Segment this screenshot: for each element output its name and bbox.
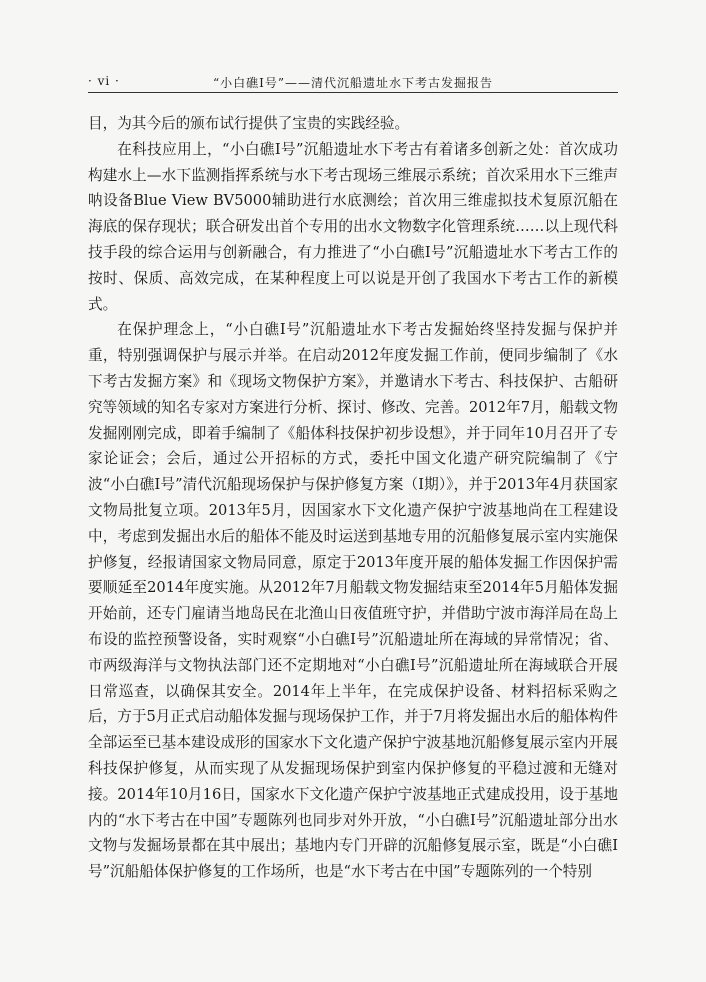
paragraph-continuation: 目，为其今后的颁布试行提供了宝贵的实践经验。 — [88, 115, 410, 132]
page-number: · vi · — [88, 74, 120, 88]
body-text — [88, 111, 618, 885]
page-header — [88, 70, 618, 93]
running-title: “小白礁Ⅰ号”——清代沉船遗址水下考古发掘报告 — [212, 76, 493, 90]
paragraph-technology: 在科技应用上，“小白礁Ⅰ号”沉船遗址水下考古有着诸多创新之处：首次成功构建水上—水下监测指挥系统与水下考古现场三维展示系统；首次采用水下三维声呐设备Blue View BV5000辅助进行水底测绘；首次用三维虚拟技术复原沉船在海底的保存现状；联合研发出首个专用的出水文物数字化管理系统……以上现代科技手段的综合运用与创新融合，有力推进了“小白礁Ⅰ号”沉船遗址水下考古工作的按时、保质、高效完成，在某种程度上可以说是开创了我国水下考古工作的新模式。 — [88, 140, 618, 313]
paragraph-protection: 在保护理念上，“小白礁Ⅰ号”沉船遗址水下考古发掘始终坚持发掘与保护并重，特别强调保护与展示并举。在启动2012年度发掘工作前，便同步编制了《水下考古发掘方案》和《现场文物保护方案》，并邀请水下考古、科技保护、古船研究等领域的知名专家对方案进行分析、探讨、修改、完善。2012年7月，船载文物发掘刚刚完成，即着手编制了《船体科技保护初步设想》，并于同年10月召开了专家论证会；会后，通过公开招标的方式，委托中国文化遗产研究院编制了《宁波“小白礁Ⅰ号”清代沉船现场保护与保护修复方案（Ⅰ期）》，并于2013年4月获国家文物局批复立项。2013年5月，因国家水下文化遗产保护宁波基地尚在工程建设中，考虑到发掘出水后的船体不能及时运送到基地专用的沉船修复展示室内实施保护修复，经报请国家文物局同意，原定于2013年度开展的船体发掘工作因保护需要顺延至2014年度实施。从2012年7月船载文物发掘结束至2014年5月船体发掘开始前，还专门雇请当地岛民在北渔山日夜值班守护，并借助宁波市海洋局在岛上布设的监控预警设备，实时观察“小白礁Ⅰ号”沉船遗址所在海域的异常情况；省、市两级海洋与文物执法部门还不定期地对“小白礁Ⅰ号”沉船遗址所在海域联合开展日常巡查，以确保其安全。2014年上半年，在完成保护设备、材料招标采购之后，方于5月正式启动船体发掘与现场保护工作，并于7月将发掘出水后的船体构件全部运至已基本建设成形的国家水下文化遗产保护宁波基地沉船修复展示室内开展科技保护修复，从而实现了从发掘现场保护到室内保护修复的平稳过渡和无缝对接。2014年10月16日，国家水下文化遗产保护宁波基地正式建成投用，设于基地内的“水下考古在中国”专题陈列也同步对外开放，“小白礁Ⅰ号”沉船遗址部分出水文物与发掘场景都在其中展出；基地内专门开辟的沉船修复展示室，既是“小白礁Ⅰ号”沉船船体保护修复的工作场所，也是“水下考古在中国”专题陈列的一个特别 — [88, 321, 618, 881]
